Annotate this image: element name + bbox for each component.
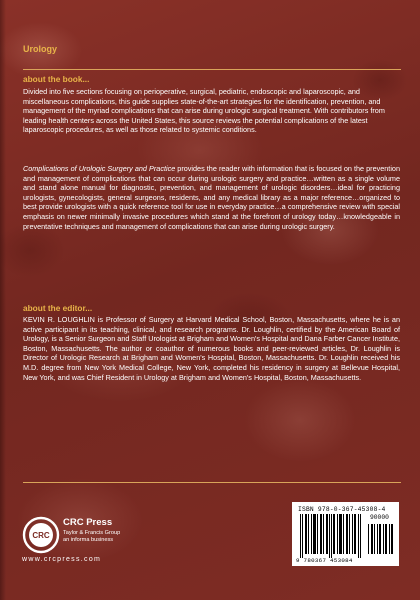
isbn-number: ISBN 978-0-367-45308-4	[298, 506, 386, 513]
barcode-bars-main	[300, 514, 364, 558]
publisher-name: CRC Press	[63, 517, 113, 528]
category-label: Urology	[23, 44, 58, 54]
book-title-italic: Complications of Urologic Surgery and Practice	[23, 164, 176, 173]
about-editor-heading: about the editor...	[23, 303, 93, 313]
price-code: 90000	[370, 514, 389, 521]
publisher-group: Taylor & Francis Group	[63, 530, 121, 536]
top-divider	[23, 69, 401, 70]
publisher-url[interactable]: www.crcpress.com	[22, 556, 102, 563]
publisher-business: an informa business	[63, 537, 114, 543]
about-book-paragraph-2-text: provides the reader with information that is focused on the prevention and management of complications that can occur during urologic surgery and practice…written as a single volume and stand alone manual for diagnostic, prevention, and management of urologic disorders…ideal for practicing urologists, gynecologists, general surgeons, residents, and any medical library as a major reference…organized to best provide urologists with a quick reference tool for use in everyday practice…a comprehensive review with special emphasis on newer minimally invasive procedures which stand at the forefront of urology today…knowledgeable in preventative techniques and management of complications that can arise during urologic surgery.	[23, 164, 400, 231]
about-book-paragraph-1: Divided into five sections focusing on perioperative, surgical, pediatric, endoscopic and laparoscopic, and miscellaneous complications, this guide supplies state-of-the-art strategies for the identification, prevention, and management of the myriad complications that can arise during urologic surgical treatment. With contributors from leading health centers across the United States, this source reviews the potential complications of the latest laparoscopic procedures, as well as those related to systemic conditions.	[23, 87, 385, 135]
spine-shadow	[0, 0, 6, 600]
isbn-barcode	[292, 502, 399, 566]
crc-press-logo-icon	[22, 516, 60, 554]
about-editor-paragraph: KEVIN R. LOUGHLIN is Professor of Surgery at Harvard Medical School, Boston, Massachusetts, where he is an active participant in its teaching, clinical, and research programs. Dr. Loughlin, certified by the American Board of Urology, is a Senior Surgeon and Staff Urologist at Brigham and Women's Hospital and Dana Farber Cancer Institute, Boston, Massachusetts. The author or coauthor of numerous books and peer-reviewed articles, Dr. Loughlin is Director of Urologic Research at Brigham and Women's Hospital, Boston, Massachusetts. Dr. Loughlin received his M.D. degree from New York Medical College, New York, completed his residency in surgery at Bellevue Hospital, New York, and was Chief Resident in Urology at Brigham and Women's Hospital, Boston, Massachusetts.	[23, 315, 400, 382]
about-book-paragraph-2	[23, 164, 400, 231]
barcode-bars-addon	[368, 524, 394, 554]
barcode-digits: 9 780367 453084	[296, 557, 353, 564]
about-book-heading: about the book...	[23, 74, 90, 84]
logo-text: CRC	[32, 531, 50, 540]
bottom-divider	[23, 482, 401, 483]
